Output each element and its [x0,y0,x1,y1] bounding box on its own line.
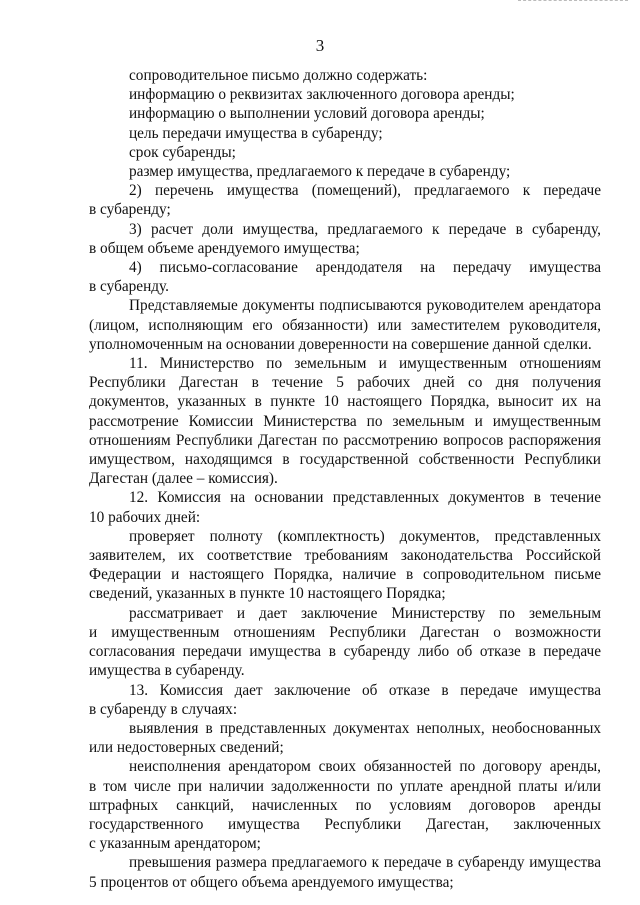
text-line: в общем объеме арендуемого имущества; [89,239,360,257]
text-line: неисполнения арендатором своих обязанностей по договору аренды, [129,758,601,776]
text-line: имущества в субаренду. [89,662,245,680]
text-line: в субаренду в случаях: [89,700,238,718]
text-line: сведений, указанных в пункте 10 настоящего Порядка; [89,585,446,603]
text-line: Республики Дагестан в течение 5 рабочих дней со дня получения [89,374,601,392]
text-line: цель передачи имущества в субаренду; [129,124,383,142]
text-line: 11. Министерство по земельным и имущественным отношениям [129,355,601,373]
text-line: согласования передачи имущества в субаренду либо об отказе в передаче [89,643,601,661]
page-number: 3 [315,36,325,55]
text-line: 4) письмо-согласование арендодателя на передачу имущества [129,259,601,277]
document-body [89,66,601,892]
text-line: выявления в представленных документах неполных, необоснованных [129,719,601,737]
text-line: Дагестан (далее – комиссия). [89,470,278,488]
text-line: 13. Комиссия дает заключение об отказе в передаче имущества [129,681,601,699]
text-line: (лицом, исполняющим его обязанности) или заместителем руководителя, [89,316,601,334]
text-line: Представляемые документы подписываются руководителем арендатора [129,297,601,315]
text-line: уполномоченным на основании доверенности на совершение данной сделки. [89,335,592,353]
text-line: и имущественным отношениям Республики Дагестан о возможности [89,623,601,641]
text-line: проверяет полноту (комплектность) документов, представленных [129,527,601,545]
text-line: 12. Комиссия на основании представленных документов в течение [129,489,601,507]
text-line: в субаренду; [89,201,171,219]
text-line: или недостоверных сведений; [89,739,284,757]
text-line: отношениям Республики Дагестан по рассмотрению вопросов распоряжения [89,431,601,449]
text-line: 3) расчет доли имущества, предлагаемого к передаче в субаренду, [129,220,601,238]
text-line: штрафных санкций, начисленных по условиям договоров аренды [89,796,601,814]
text-line: рассмотрение Комиссии Министерства по земельным и имущественным [89,412,601,430]
text-line: информацию о выполнении условий договора аренды; [129,105,485,123]
text-line: сопроводительное письмо должно содержать: [129,67,428,84]
text-line: с указанным арендатором; [89,835,261,853]
text-line: размер имущества, предлагаемого к передаче в субаренду; [129,163,511,181]
text-line: превышения размера предлагаемого к передаче в субаренду имущества [129,854,601,872]
text-line: срок субаренды; [129,143,236,161]
text-line: в субаренду. [89,278,170,296]
top-edge-mark [518,0,628,2]
text-line: в том числе при наличии задолженности по уплате арендной платы и/или [89,777,601,795]
text-line: Федерации и настоящего Порядка, наличие в сопроводительном письме [89,566,601,584]
text-line: документов, указанных в пункте 10 настоящего Порядка, выносит их на [89,393,601,411]
text-line: имуществом, находящимся в государственной собственности Республики [89,451,601,469]
text-line: 5 процентов от общего объема арендуемого имущества; [89,873,454,891]
text-line: 2) перечень имущества (помещений), предлагаемого к передаче [129,182,601,200]
text-line: информацию о реквизитах заключенного договора аренды; [129,86,515,104]
text-line: 10 рабочих дней: [89,508,201,526]
text-line: государственного имущества Республики Дагестан, заключенных [89,815,601,833]
text-line: рассматривает и дает заключение Министерству по земельным [129,604,601,622]
text-line: заявителем, их соответствие требованиям законодательства Российской [89,547,601,565]
